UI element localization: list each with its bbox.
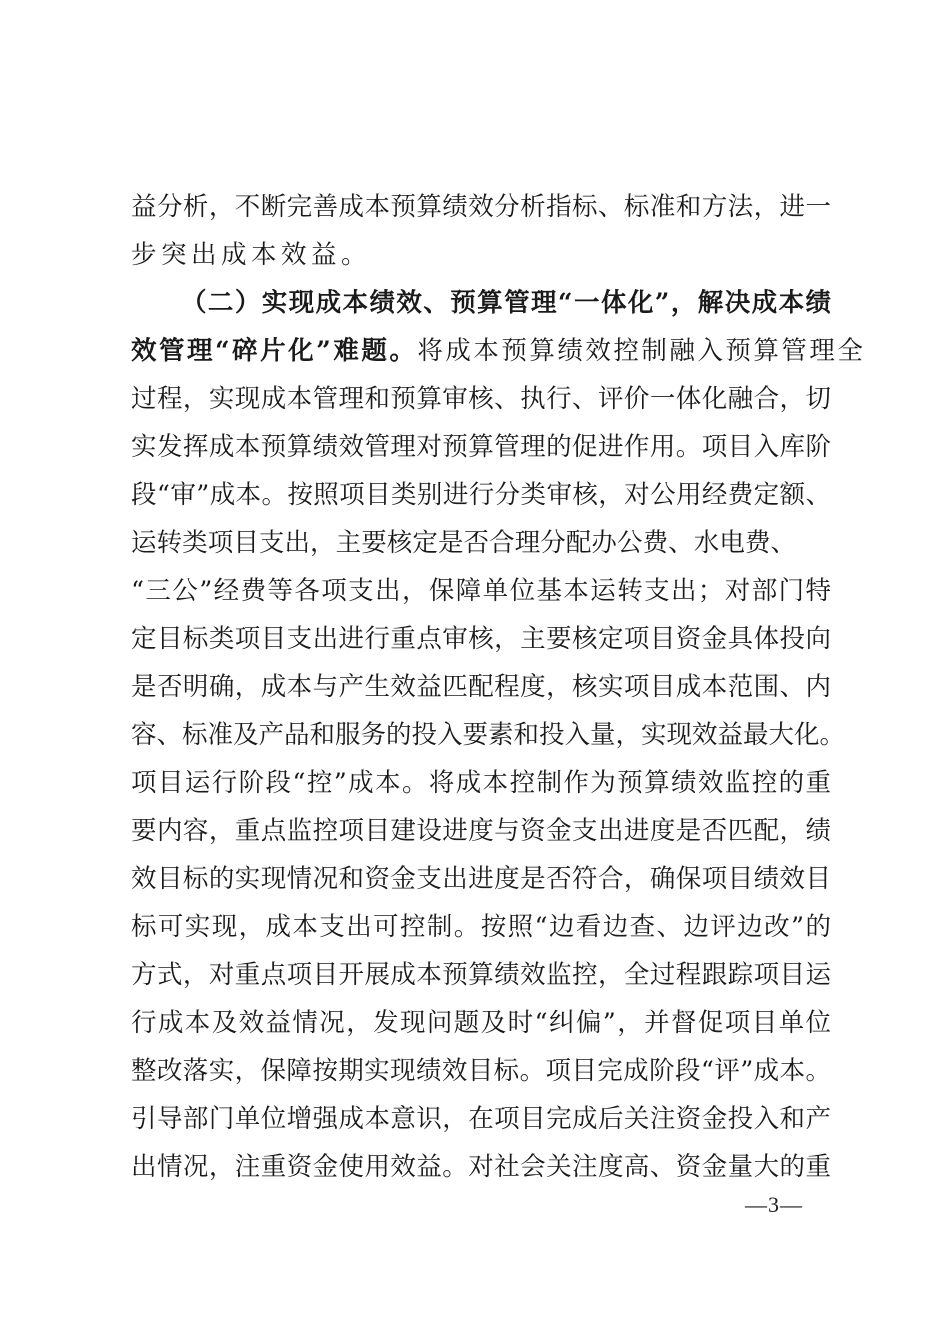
body-line: “三公”经费等各项支出，保障单位基本运转支出；对部门特	[131, 576, 831, 606]
section-heading-continuation	[131, 333, 866, 369]
body-line: 标可实现，成本支出可控制。按照“边看边查、边评边改”的	[131, 912, 831, 942]
body-line: 项目运行阶段“控”成本。将成本控制作为预算绩效监控的重	[131, 768, 831, 798]
body-line: 行成本及效益情况，发现问题及时“纠偏”，并督促项目单位	[131, 1008, 831, 1038]
body-line: 益分析，不断完善成本预算绩效分析指标、标准和方法，进一	[131, 192, 831, 222]
section-heading-line: （二）实现成本绩效、预算管理“一体化”，解决成本绩	[181, 288, 831, 318]
body-line: 整改落实，保障按期实现绩效目标。项目完成阶段“评”成本。	[131, 1056, 831, 1086]
body-line: 容、标准及产品和服务的投入要素和投入量，实现效益最大化。	[131, 720, 846, 750]
page-number: —3—	[745, 1192, 803, 1217]
body-line: 要内容，重点监控项目建设进度与资金支出进度是否匹配，绩	[131, 816, 831, 846]
body-line: 段“审”成本。按照项目类别进行分类审核，对公用经费定额、	[131, 480, 831, 510]
body-line: 定目标类项目支出进行重点审核，主要核定项目资金具体投向	[131, 624, 831, 654]
body-line: 是否明确，成本与产生效益匹配程度，核实项目成本范围、内	[131, 672, 831, 702]
body-line: 步突出成本效益。	[131, 240, 372, 270]
body-text-inline: 将成本预算绩效控制融入预算管理全	[417, 336, 866, 366]
body-line: 引导部门单位增强成本意识，在项目完成后关注资金投入和产	[131, 1104, 831, 1134]
body-line: 效目标的实现情况和资金支出进度是否符合，确保项目绩效目	[131, 864, 831, 894]
body-line: 出情况，注重资金使用效益。对社会关注度高、资金量大的重	[131, 1152, 831, 1182]
section-heading-tail: 效管理“碎片化”难题。	[131, 336, 418, 366]
body-line: 方式，对重点项目开展成本预算绩效监控，全过程跟踪项目运	[131, 960, 831, 990]
body-line: 过程，实现成本管理和预算审核、执行、评价一体化融合，切	[131, 384, 831, 414]
body-line: 运转类项目支出，主要核定是否合理分配办公费、水电费、	[131, 528, 796, 558]
body-line: 实发挥成本预算绩效管理对预算管理的促进作用。项目入库阶	[131, 432, 831, 462]
